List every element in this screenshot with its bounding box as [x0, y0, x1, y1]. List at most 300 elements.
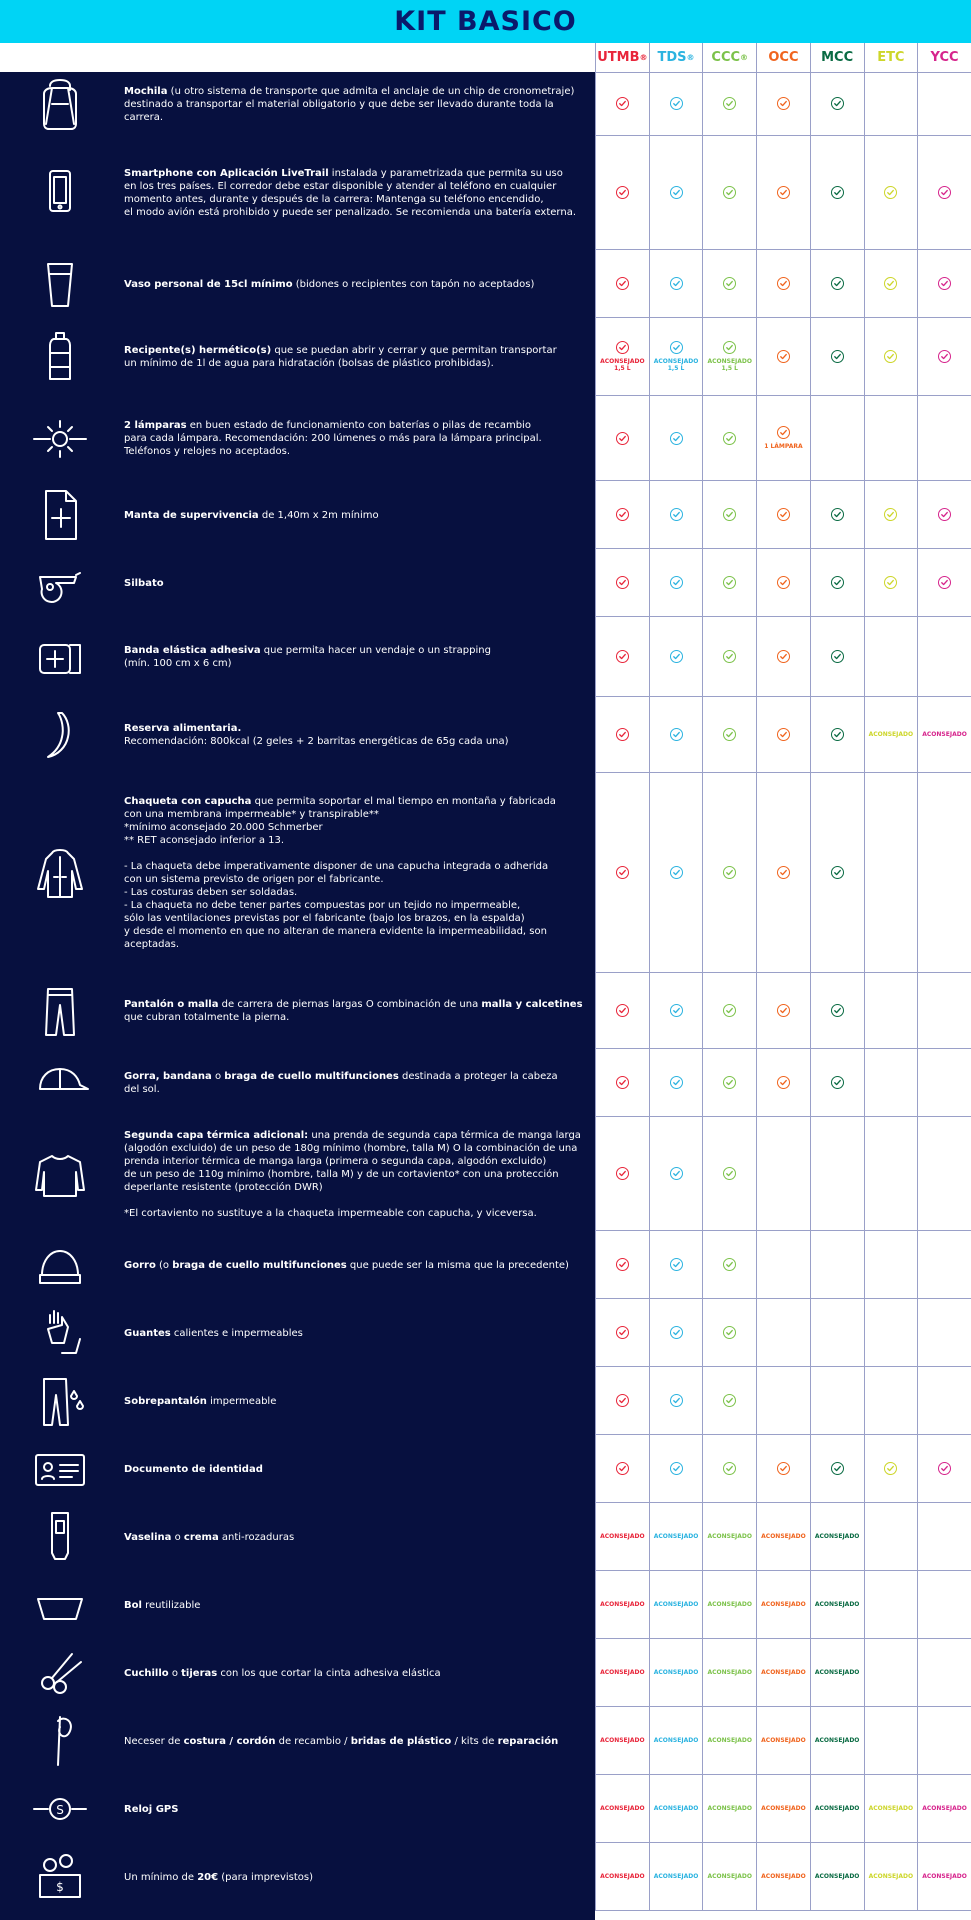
- cell-ycc: [917, 1775, 971, 1842]
- cell-ccc: [702, 1231, 756, 1298]
- recommended-label: ACONSEJADO: [814, 1533, 860, 1540]
- kit-item-row: [0, 1775, 971, 1843]
- check-icon: [616, 341, 629, 354]
- item-description: [124, 644, 584, 670]
- item-name: costura / cordón: [183, 1735, 276, 1747]
- recommended-label: ACONSEJADO: [600, 1601, 645, 1608]
- item-name: Documento de identidad: [124, 1463, 263, 1475]
- cell-mcc: [810, 1231, 864, 1298]
- item-description: [124, 344, 584, 370]
- bottle-icon: [30, 327, 90, 387]
- cell-mcc: [810, 250, 864, 317]
- cell-mcc: [810, 617, 864, 696]
- item-name: Mochila: [124, 85, 168, 97]
- cell-utmb: [595, 396, 649, 480]
- check-icon: [831, 97, 844, 110]
- item-name: Vaselina: [124, 1531, 172, 1543]
- cell-ycc: [917, 1231, 971, 1298]
- check-icon: [723, 728, 736, 741]
- check-icon: [616, 1004, 629, 1017]
- check-icon: [670, 1462, 683, 1475]
- money-icon: [30, 1847, 90, 1907]
- cell-utmb: [595, 1571, 649, 1638]
- item-name: Bol: [124, 1599, 142, 1611]
- check-icon: [723, 508, 736, 521]
- item-name: bridas de plástico: [350, 1735, 452, 1747]
- recommended-label: ACONSEJADO: [868, 731, 914, 738]
- cell-utmb: [595, 1843, 649, 1910]
- cell-etc: [864, 697, 918, 772]
- cell-utmb: [595, 136, 649, 249]
- cell-mcc: [810, 1367, 864, 1434]
- item-detail: Recomendación: 800kcal (2 geles + 2 barritas energéticas de 65g cada una): [124, 736, 509, 747]
- recommended-label: ACONSEJADO: [600, 1805, 645, 1812]
- cell-tds: [649, 773, 703, 972]
- check-icon: [831, 277, 844, 290]
- item-name: Smartphone con Aplicación LiveTrail: [124, 168, 329, 179]
- check-icon: [723, 1394, 736, 1407]
- item-name: Guantes: [124, 1327, 171, 1339]
- check-icon: [938, 277, 951, 290]
- recommended-label: ACONSEJADO: [868, 1805, 914, 1812]
- bowl-icon: [30, 1575, 90, 1635]
- check-icon: [723, 1326, 736, 1339]
- cell-tds: [649, 1435, 703, 1502]
- cell-ccc: [702, 1775, 756, 1842]
- race-header-row: [0, 43, 971, 73]
- check-icon: [723, 97, 736, 110]
- item-name: 2 lámparas: [124, 420, 187, 431]
- race-name: ETC: [877, 50, 905, 65]
- item-detail: en buen estado de funcionamiento con baterías o pilas de recambio para cada lámpara. Recomendación: 200 lúmenes o más para la lámpara principal. Teléfonos y relojes no aceptados.: [124, 420, 542, 457]
- cell-utmb: [595, 697, 649, 772]
- recommended-label: ACONSEJADO: [814, 1737, 860, 1744]
- smartphone-icon: [30, 163, 90, 223]
- cell-ycc: [917, 1707, 971, 1774]
- check-icon: [670, 1076, 683, 1089]
- check-icon: [616, 1326, 629, 1339]
- kit-item-row: [0, 1571, 971, 1639]
- item-detail: o: [211, 1071, 225, 1082]
- cell-etc: [864, 1843, 918, 1910]
- cell-ccc: [702, 481, 756, 548]
- cell-mcc: [810, 396, 864, 480]
- check-icon: [723, 576, 736, 589]
- cell-ycc: [917, 1049, 971, 1116]
- race-header-tds: [649, 43, 703, 72]
- cell-mcc: [810, 549, 864, 616]
- race-header-ycc: [917, 43, 971, 72]
- cell-tds: [649, 1707, 703, 1774]
- svg-text:S: S: [56, 1803, 64, 1817]
- check-icon: [670, 866, 683, 879]
- item-name: braga de cuello multifunciones: [172, 1259, 347, 1271]
- cell-occ: [756, 549, 810, 616]
- cell-tds: [649, 72, 703, 135]
- check-icon: [670, 432, 683, 445]
- cell-mcc: [810, 1049, 864, 1116]
- item-detail: de carrera de piernas largas O combinación de una: [218, 999, 482, 1010]
- race-header-utmb: [595, 43, 649, 72]
- cell-ccc: [702, 1571, 756, 1638]
- recommended-label: ACONSEJADO: [814, 1601, 860, 1608]
- cell-ycc: [917, 481, 971, 548]
- kit-item-row: [0, 1843, 971, 1911]
- kit-item-row: [0, 773, 971, 973]
- cell-ccc: [702, 1503, 756, 1570]
- cell-ccc: [702, 1299, 756, 1366]
- recommended-label: ACONSEJADO: [761, 1669, 806, 1676]
- check-icon: [777, 426, 790, 439]
- cell-utmb: [595, 1299, 649, 1366]
- cell-mcc: [810, 136, 864, 249]
- recommended-label: ACONSEJADO: [707, 1805, 752, 1812]
- recommended-label: ACONSEJADO: [653, 1805, 699, 1812]
- item-detail: instalada y parametrizada que permita su uso en los tres países. El corredor debe estar disponible y atender al teléfono en cualquier momento antes, durante y después de la carrera: Mantenga su teléfono encendido, el modo avión está prohibido y puede ser penalizado. Se recomienda una batería externa.: [124, 168, 576, 218]
- cell-etc: [864, 1775, 918, 1842]
- kit-item-row: [0, 481, 971, 549]
- item-description: [124, 1871, 584, 1884]
- recommended-label: ACONSEJADO: [814, 1805, 860, 1812]
- check-icon: [777, 866, 790, 879]
- sewing-needle-icon: [30, 1711, 90, 1771]
- check-icon: [616, 432, 629, 445]
- cell-utmb: [595, 1707, 649, 1774]
- item-name: crema: [183, 1531, 219, 1543]
- cell-mcc: [810, 72, 864, 135]
- item-name: malla y calcetines: [481, 999, 583, 1010]
- cell-tds: [649, 481, 703, 548]
- check-icon: [670, 508, 683, 521]
- item-name: reparación: [497, 1735, 559, 1747]
- cell-tds: [649, 549, 703, 616]
- check-icon: [723, 277, 736, 290]
- beanie-icon: [30, 1235, 90, 1295]
- cell-tds: [649, 697, 703, 772]
- cell-mcc: [810, 1843, 864, 1910]
- cell-tds: [649, 1503, 703, 1570]
- race-name: CCC: [711, 50, 741, 65]
- item-detail: con los que cortar la cinta adhesiva elástica: [217, 1667, 441, 1679]
- check-icon: [723, 341, 736, 354]
- cell-occ: [756, 481, 810, 548]
- cell-note: 1 LÁMPARA: [764, 443, 803, 450]
- check-icon: [884, 576, 897, 589]
- cell-occ: [756, 1367, 810, 1434]
- cell-etc: [864, 1117, 918, 1230]
- item-name: Banda elástica adhesiva: [124, 645, 261, 656]
- kit-item-row: [0, 973, 971, 1049]
- whistle-icon: [30, 553, 90, 613]
- item-description: [124, 1327, 584, 1340]
- cell-utmb: [595, 617, 649, 696]
- recommended-label: ACONSEJADO: [600, 1737, 645, 1744]
- check-icon: [670, 186, 683, 199]
- kit-item-row: [0, 250, 971, 318]
- recommended-label: ACONSEJADO: [707, 1669, 752, 1676]
- check-icon: [723, 186, 736, 199]
- backpack-icon: [30, 74, 90, 134]
- survival-blanket-icon: [30, 485, 90, 545]
- registered-mark: ®: [686, 53, 695, 62]
- check-icon: [616, 1167, 629, 1180]
- check-icon: [616, 1076, 629, 1089]
- check-icon: [777, 1462, 790, 1475]
- check-icon: [616, 576, 629, 589]
- recommended-label: ACONSEJADO: [707, 1737, 752, 1744]
- cell-ycc: [917, 1639, 971, 1706]
- cell-etc: [864, 1707, 918, 1774]
- item-description: [124, 1531, 584, 1544]
- recommended-label: ACONSEJADO: [761, 1873, 806, 1880]
- cell-etc: [864, 1299, 918, 1366]
- item-detail: impermeable: [206, 1395, 277, 1407]
- check-icon: [831, 866, 844, 879]
- check-icon: [616, 277, 629, 290]
- kit-item-row: [0, 1707, 971, 1775]
- check-icon: [670, 1258, 683, 1271]
- check-icon: [670, 341, 683, 354]
- check-icon: [616, 186, 629, 199]
- item-description: [124, 1259, 584, 1272]
- check-icon: [777, 350, 790, 363]
- check-icon: [831, 508, 844, 521]
- check-icon: [831, 1076, 844, 1089]
- cell-ccc: [702, 1435, 756, 1502]
- check-icon: [616, 1258, 629, 1271]
- cell-tds: [649, 1843, 703, 1910]
- cell-tds: [649, 1571, 703, 1638]
- check-icon: [831, 1004, 844, 1017]
- cell-etc: [864, 973, 918, 1048]
- title-bar: [0, 0, 971, 43]
- cell-occ: [756, 318, 810, 395]
- cell-mcc: [810, 318, 864, 395]
- check-icon: [670, 650, 683, 663]
- cell-ccc: [702, 136, 756, 249]
- cell-utmb: [595, 1775, 649, 1842]
- check-icon: [616, 650, 629, 663]
- cell-etc: [864, 72, 918, 135]
- check-icon: [884, 350, 897, 363]
- recommended-label: ACONSEJADO: [814, 1873, 860, 1880]
- check-icon: [723, 1258, 736, 1271]
- check-icon: [777, 186, 790, 199]
- check-icon: [670, 277, 683, 290]
- recommended-label: ACONSEJADO: [653, 1533, 699, 1540]
- item-detail: / kits de: [451, 1735, 498, 1747]
- item-detail: que permita soportar el mal tiempo en montaña y fabricada con una membrana impermeable* y transpirable** *mínimo aconsejado 20.000 Schmerber ** RET aconsejado inferior a 13. - La chaqueta debe imperativamente disponer de una capucha integrada o adherida con un sistema previsto de origen por el fabricante. - Las costuras deben ser soldadas. - La chaqueta no debe tener partes compuestas por un tejido no impermeable, sólo las ventilaciones previstas por el fabricante (bajo los brazos, en la espalda) y desde el momento en que no alteran de manera evidente la impermeabilidad, son aceptadas.: [124, 796, 556, 950]
- recommended-label: ACONSEJADO: [600, 1873, 645, 1880]
- item-detail: Neceser de: [124, 1735, 184, 1747]
- item-description: [124, 278, 584, 291]
- check-icon: [831, 650, 844, 663]
- cell-ccc: [702, 72, 756, 135]
- cell-etc: [864, 617, 918, 696]
- kit-item-row: [0, 697, 971, 773]
- page-title: KIT BASICO: [394, 6, 577, 37]
- bandage-icon: [30, 627, 90, 687]
- check-icon: [938, 350, 951, 363]
- kit-item-row: [0, 1639, 971, 1707]
- cup-icon: [30, 254, 90, 314]
- item-description: [124, 1599, 584, 1612]
- item-name: Reloj GPS: [124, 1803, 179, 1815]
- check-icon: [777, 508, 790, 521]
- item-description: [124, 167, 584, 219]
- check-icon: [777, 576, 790, 589]
- item-detail: calientes e impermeables: [170, 1327, 303, 1339]
- race-name: MCC: [821, 50, 854, 65]
- cell-mcc: [810, 1299, 864, 1366]
- recommended-label: ACONSEJADO: [653, 1873, 699, 1880]
- cell-tds: [649, 250, 703, 317]
- recommended-label: ACONSEJADO: [653, 1669, 699, 1676]
- check-icon: [670, 1004, 683, 1017]
- check-icon: [723, 650, 736, 663]
- cell-ccc: [702, 396, 756, 480]
- recommended-label: ACONSEJADO: [653, 1601, 699, 1608]
- cell-tds: [649, 617, 703, 696]
- cell-occ: [756, 1571, 810, 1638]
- cell-ycc: [917, 697, 971, 772]
- race-name: UTMB: [597, 50, 640, 65]
- item-detail: destinada a proteger la cabeza del sol.: [124, 1071, 558, 1095]
- cell-ycc: [917, 549, 971, 616]
- check-icon: [777, 728, 790, 741]
- recommended-label: ACONSEJADO: [600, 1669, 645, 1676]
- check-icon: [723, 1167, 736, 1180]
- cream-tube-icon: [30, 1507, 90, 1567]
- cell-tds: [649, 396, 703, 480]
- cell-ccc: [702, 1117, 756, 1230]
- race-header-mcc: [810, 43, 864, 72]
- check-icon: [938, 1462, 951, 1475]
- check-icon: [831, 186, 844, 199]
- item-detail: que permita hacer un vendaje o un strapping (mín. 100 cm x 6 cm): [124, 645, 491, 669]
- check-icon: [884, 186, 897, 199]
- cell-utmb: [595, 1503, 649, 1570]
- kit-item-row: [0, 1231, 971, 1299]
- item-name: Gorro: [124, 1259, 156, 1271]
- race-name: YCC: [930, 50, 959, 65]
- check-icon: [670, 1394, 683, 1407]
- cell-ycc: [917, 1299, 971, 1366]
- recommended-label: ACONSEJADO: [922, 1873, 967, 1880]
- item-name: Sobrepantalón: [124, 1395, 207, 1407]
- recommended-label: ACONSEJADO: [707, 1601, 752, 1608]
- race-name: OCC: [768, 50, 799, 65]
- cell-utmb: [595, 549, 649, 616]
- cell-tds: [649, 318, 703, 395]
- check-icon: [831, 350, 844, 363]
- cell-ycc: [917, 617, 971, 696]
- cell-occ: [756, 1049, 810, 1116]
- check-icon: [670, 1167, 683, 1180]
- cell-etc: [864, 1435, 918, 1502]
- cell-mcc: [810, 1503, 864, 1570]
- recommended-label: ACONSEJADO: [761, 1737, 806, 1744]
- item-detail: (bidones o recipientes con tapón no aceptados): [292, 278, 535, 290]
- cell-tds: [649, 1117, 703, 1230]
- cell-mcc: [810, 697, 864, 772]
- cell-tds: [649, 1775, 703, 1842]
- cell-mcc: [810, 773, 864, 972]
- cell-occ: [756, 1503, 810, 1570]
- recommended-label: ACONSEJADO: [922, 731, 967, 738]
- check-icon: [723, 1004, 736, 1017]
- cell-ccc: [702, 973, 756, 1048]
- cell-ycc: [917, 72, 971, 135]
- sweater-icon: [30, 1144, 90, 1204]
- check-icon: [670, 1326, 683, 1339]
- check-icon: [616, 866, 629, 879]
- cell-etc: [864, 481, 918, 548]
- recommended-label: ACONSEJADO: [868, 1873, 914, 1880]
- check-icon: [723, 1076, 736, 1089]
- kit-item-row: [0, 1367, 971, 1435]
- cell-utmb: [595, 318, 649, 395]
- cell-note: ACONSEJADO 1,5 L: [707, 358, 752, 372]
- item-description: [124, 509, 584, 522]
- cell-ycc: [917, 1435, 971, 1502]
- item-name: Vaso personal de 15cl mínimo: [124, 278, 293, 290]
- cell-utmb: [595, 773, 649, 972]
- cell-mcc: [810, 1117, 864, 1230]
- item-name: Reserva alimentaria.: [124, 723, 242, 734]
- kit-item-row: [0, 1299, 971, 1367]
- item-detail: reutilizable: [141, 1599, 201, 1611]
- check-icon: [616, 1394, 629, 1407]
- kit-item-row: [0, 617, 971, 697]
- cell-ycc: [917, 1843, 971, 1910]
- cell-ccc: [702, 617, 756, 696]
- item-description: [124, 1667, 584, 1680]
- item-description: [124, 1070, 584, 1096]
- kit-item-row: [0, 1503, 971, 1571]
- cell-mcc: [810, 973, 864, 1048]
- cell-occ: [756, 1639, 810, 1706]
- cell-occ: [756, 773, 810, 972]
- kit-item-row: [0, 136, 971, 250]
- cell-ycc: [917, 773, 971, 972]
- cell-ccc: [702, 250, 756, 317]
- check-icon: [616, 97, 629, 110]
- cell-ycc: [917, 1503, 971, 1570]
- race-header-occ: [756, 43, 810, 72]
- item-name: Manta de supervivencia: [124, 509, 259, 521]
- check-icon: [723, 432, 736, 445]
- cell-ycc: [917, 136, 971, 249]
- item-name: Segunda capa térmica adicional:: [124, 1129, 309, 1141]
- headlamp-icon: [30, 409, 90, 469]
- cell-etc: [864, 1049, 918, 1116]
- cell-occ: [756, 697, 810, 772]
- scissors-icon: [30, 1643, 90, 1703]
- check-icon: [884, 277, 897, 290]
- item-description: [124, 795, 584, 951]
- kit-item-row: [0, 549, 971, 617]
- recommended-label: ACONSEJADO: [707, 1533, 752, 1540]
- cell-ycc: [917, 396, 971, 480]
- trousers-icon: [30, 981, 90, 1041]
- cell-tds: [649, 973, 703, 1048]
- cell-ycc: [917, 318, 971, 395]
- item-detail: o: [171, 1531, 184, 1543]
- item-description: [124, 1803, 584, 1816]
- cell-tds: [649, 1367, 703, 1434]
- item-description: [124, 998, 584, 1024]
